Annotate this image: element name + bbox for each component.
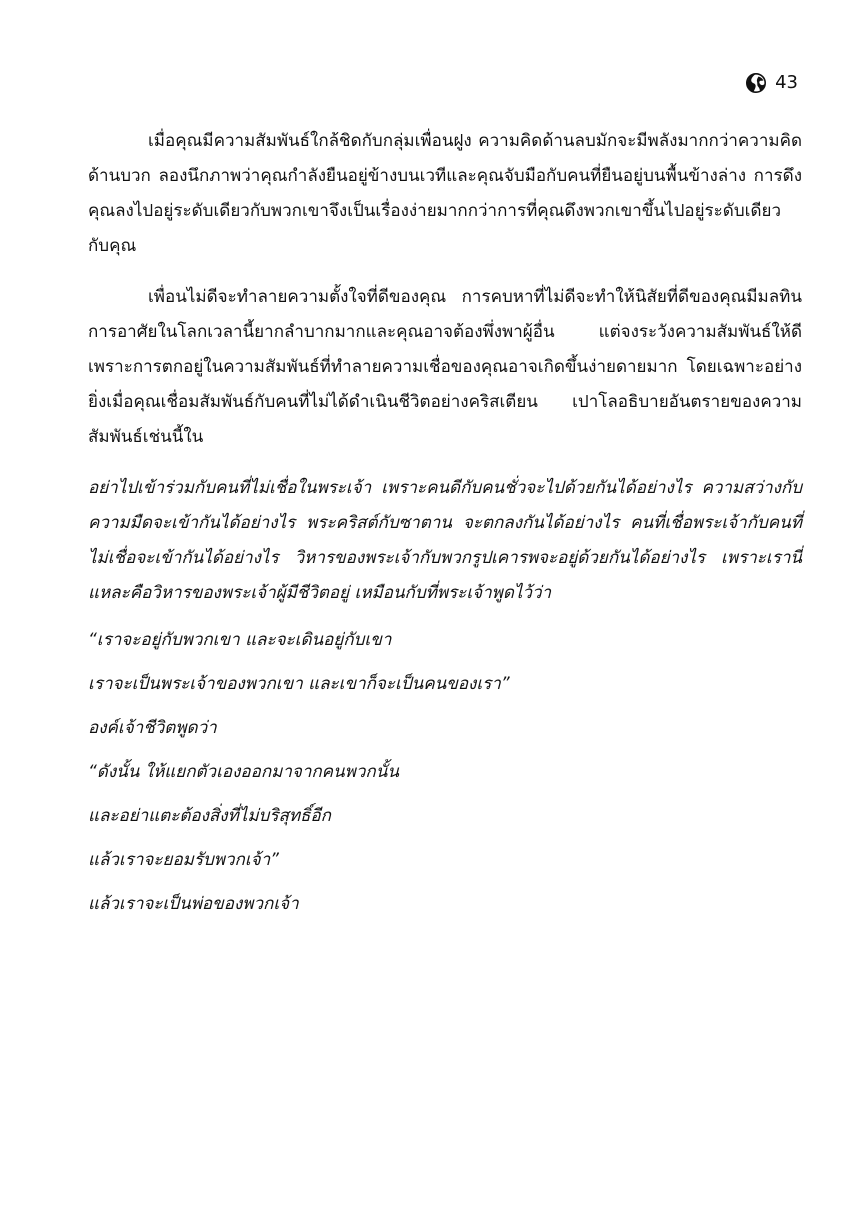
globe-icon [745, 72, 767, 94]
quote-line-5: และอย่าแตะต้องสิ่งที่ไม่บริสุทธิ์อีก [88, 806, 331, 826]
page-header [745, 72, 798, 94]
scripture-quote: อย่าไปเข้าร่วมกับคนที่ไม่เชื่อในพระเจ้า เพราะคนดีกับคนชั่วจะไปด้วยกันได้อย่างไร ความสว่างกับความมืดจะเข้ากันได้อย่างไร พระคริสต์กับซาตาน จะตกลงกันได้อย่างไร คนที่เชื่อพระเจ้ากับคนที่ไม่เชื่อจะเข้ากันได้อย่างไร วิหารของพระเจ้ากับพวกรูปเคารพจะอยู่ด้วยกันได้อย่างไร เพราะเรานี่แหละคือวิหารของพระเจ้าผู้มีชีวิตอยู่ เหมือนกับที่พระเจ้าพูดไว้ว่า [88, 478, 802, 603]
quote-line-4: “ดังนั้น ให้แยกตัวเองออกมาจากคนพวกนั้น [88, 762, 399, 782]
quote-line-1: “เราจะอยู่กับพวกเขา และจะเดินอยู่กับเขา [88, 630, 392, 650]
paragraph-2: เพื่อนไม่ดีจะทำลายความตั้งใจที่ดีของคุณ การคบหาที่ไม่ดีจะทำให้นิสัยที่ดีของคุณมีมลทิน การอาศัยในโลกเวลานี้ยากลำบากมากและคุณอาจต้องพึ่งพาผู้อื่น แต่จงระวังความสัมพันธ์ให้ดี เพราะการตกอยู่ในความสัมพันธ์ที่ทำลายความเชื่อของคุณอาจเกิดขึ้นง่ายดายมาก โดยเฉพาะอย่างยิ่งเมื่อคุณเชื่อมสัมพันธ์กับคนที่ไม่ได้ดำเนินชีวิตอย่างคริสเตียน เปาโลอธิบายอันตรายของความสัมพันธ์เช่นนี้ใน [88, 287, 802, 447]
quote-line-3: องค์เจ้าชีวิตพูดว่า [88, 718, 217, 738]
quote-line-2: เราจะเป็นพระเจ้าของพวกเขา และเขาก็จะเป็นคนของเรา” [88, 674, 510, 694]
quote-line-7: แล้วเราจะเป็นพ่อของพวกเจ้า [88, 894, 299, 914]
quote-line-6: แล้วเราจะยอมรับพวกเจ้า” [88, 850, 279, 870]
paragraph-1: เมื่อคุณมีความสัมพันธ์ใกล้ชิดกับกลุ่มเพื่อนฝูง ความคิดด้านลบมักจะมีพลังมากกว่าความคิดด้านบวก ลองนึกภาพว่าคุณกำลังยืนอยู่ข้างบนเวทีและคุณจับมือกับคนที่ยืนอยู่บนพื้นข้างล่าง การดึงคุณลงไปอยู่ระดับเดียวกับพวกเขาจึงเป็นเรื่องง่ายมากกว่าการที่คุณดึงพวกเขาขึ้นไปอยู่ระดับเดียวกับคุณ [88, 131, 802, 256]
page-content [88, 124, 802, 931]
page-number: 43 [775, 72, 798, 93]
